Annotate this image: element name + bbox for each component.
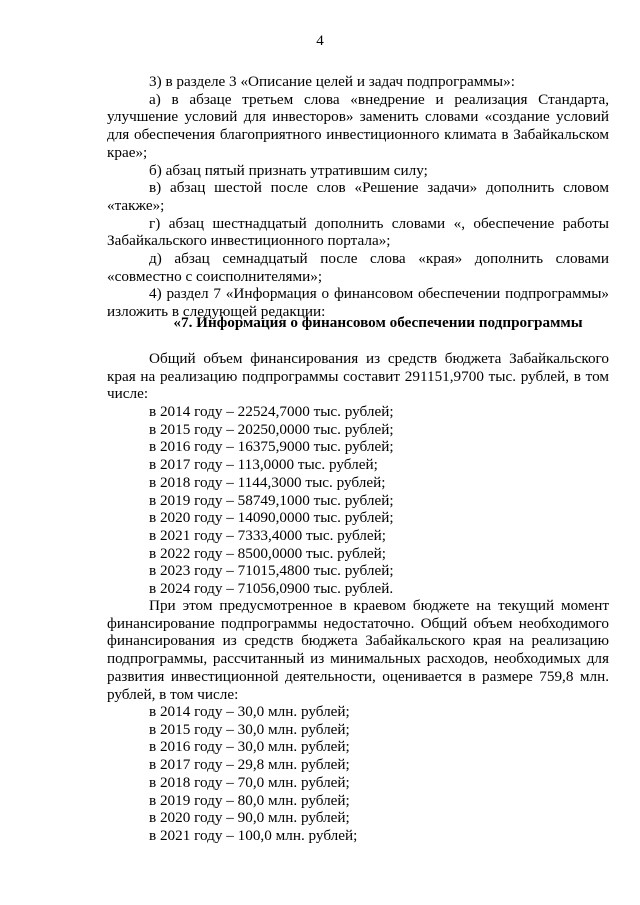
list-item: в 2015 году – 20250,0000 тыс. рублей;: [149, 420, 394, 438]
need-intro-block: [107, 597, 609, 703]
list-item: в 2017 году – 29,8 млн. рублей;: [149, 756, 350, 774]
list-item: в 2019 году – 80,0 млн. рублей;: [149, 791, 350, 809]
amendment-item-4: 4) раздел 7 «Информация о финансовом обеспечении подпрограммы» изложить в следующей редакции:: [107, 285, 609, 321]
amendment-item-a: а) в абзаце третьем слова «внедрение и реализация Стандарта, улучшение условий для инвесторов» заменить словами «создание условий для обеспечения благоприятного инвестиционного климата в Забайкальском крае»;: [107, 90, 609, 161]
funding-intro-block: [107, 350, 609, 403]
list-item: в 2022 году – 8500,0000 тыс. рублей;: [149, 544, 386, 562]
funding-intro: Общий объем финансирования из средств бюджета Забайкальского края на реализацию подпрограммы составит 291151,9700 тыс. рублей, в том числе:: [107, 350, 609, 403]
amendment-item-v: в) абзац шестой после слов «Решение задачи» дополнить словом «также»;: [107, 179, 609, 214]
amendment-item-g: г) абзац шестнадцатый дополнить словами «, обеспечение работы Забайкальского инвестиционного портала»;: [107, 214, 609, 250]
section-heading: «7. Информация о финансовом обеспечении подпрограммы: [173, 314, 583, 331]
list-item: в 2016 году – 30,0 млн. рублей;: [149, 738, 350, 756]
amendment-item-3: 3) в разделе 3 «Описание целей и задач подпрограммы»:: [149, 73, 515, 90]
list-item: в 2020 году – 90,0 млн. рублей;: [149, 809, 350, 827]
page-number: 4: [316, 33, 324, 49]
list-item: в 2020 году – 14090,0000 тыс. рублей;: [149, 509, 394, 527]
list-item: в 2014 году – 22524,7000 тыс. рублей;: [149, 403, 394, 420]
need-intro: При этом предусмотренное в краевом бюджете на текущий момент финансирование подпрограммы недостаточно. Общий объем необходимого финансирования из средств бюджета Забайкальского края на реализацию подпрограммы, рассчитанный из минимальных расходов, необходимых для развития инвестиционной деятельности, оценивается в размере 759,8 млн. рублей, в том числе:: [107, 597, 609, 703]
list-item: в 2021 году – 100,0 млн. рублей;: [149, 826, 358, 844]
amendments-block: [107, 73, 609, 321]
list-item: в 2016 году – 16375,9000 тыс. рублей;: [149, 438, 394, 456]
list-item: в 2018 году – 70,0 млн. рублей;: [149, 773, 350, 791]
list-item: в 2024 году – 71056,0900 тыс. рублей.: [149, 580, 394, 598]
list-item: в 2023 году – 71015,4800 тыс. рублей;: [149, 562, 394, 580]
list-item: в 2019 году – 58749,1000 тыс. рублей;: [149, 491, 394, 509]
list-item: в 2021 году – 7333,4000 тыс. рублей;: [149, 526, 386, 544]
list-item: в 2014 году – 30,0 млн. рублей;: [149, 703, 350, 720]
list-item: в 2015 году – 30,0 млн. рублей;: [149, 720, 350, 738]
need-by-year-list: [149, 703, 357, 845]
amendment-item-d: д) абзац семнадцатый после слова «края» дополнить словами «совместно с соисполнителями»;: [107, 250, 609, 285]
list-item: в 2018 году – 1144,3000 тыс. рублей;: [149, 473, 386, 491]
amendment-item-b: б) абзац пятый признать утратившим силу;: [149, 161, 428, 179]
funding-by-year-list: [149, 403, 394, 598]
list-item: в 2017 году – 113,0000 тыс. рублей;: [149, 456, 378, 474]
